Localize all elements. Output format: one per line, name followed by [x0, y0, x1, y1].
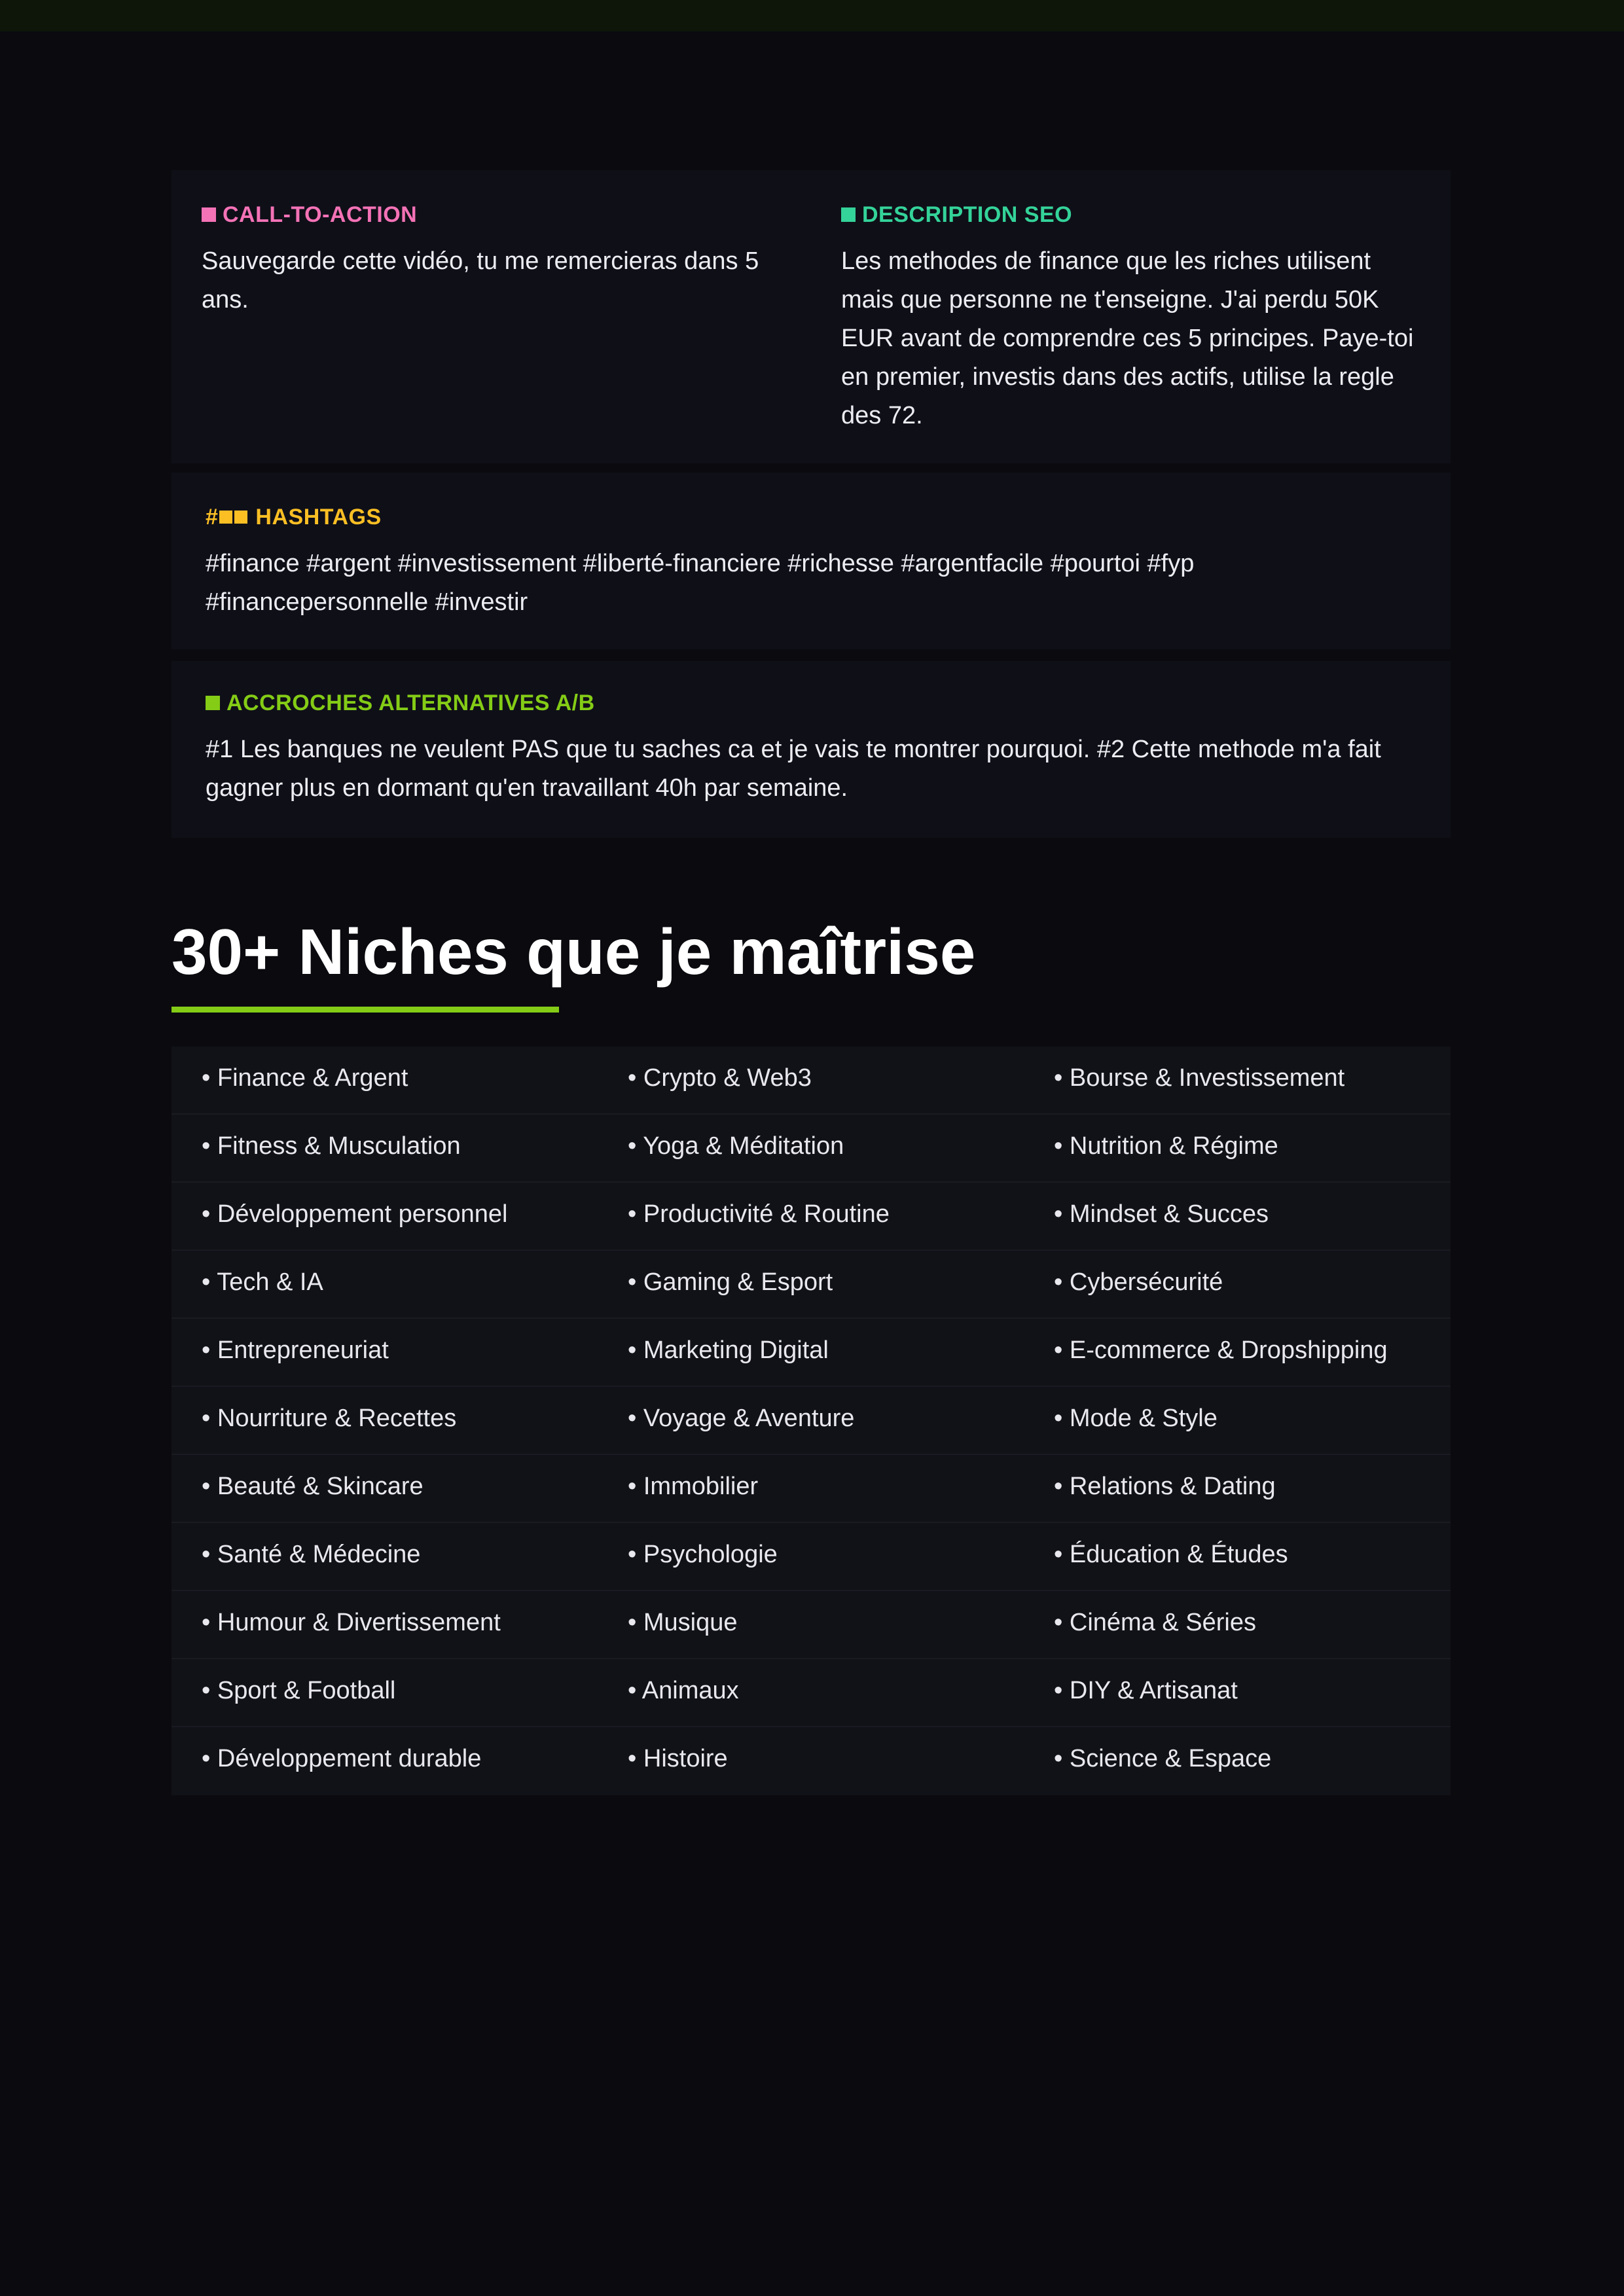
- cta-text: Sauvegarde cette vidéo, tu me remercieras dans 5 ans.: [202, 247, 759, 314]
- niche-item: • Beauté & Skincare: [171, 1455, 598, 1522]
- niche-item: • Humour & Divertissement: [171, 1591, 598, 1658]
- niche-item: • Développement durable: [171, 1727, 598, 1795]
- top-bar: [0, 0, 1624, 31]
- niche-item: • Productivité & Routine: [598, 1183, 1024, 1249]
- niche-item: • Science & Espace: [1024, 1727, 1450, 1795]
- niche-item: • Mode & Style: [1024, 1387, 1450, 1454]
- niche-item: • Marketing Digital: [598, 1319, 1024, 1386]
- alt-hooks-text: #1 Les banques ne veulent PAS que tu saches ca et je vais te montrer pourquoi. #2 Cette methode m'a fait gagner plus en dormant qu'en travaillant 40h par semaine.: [206, 736, 1381, 802]
- square-icon: [841, 207, 856, 222]
- niche-item: • DIY & Artisanat: [1024, 1659, 1450, 1726]
- alt-hooks-label: [206, 689, 1416, 717]
- square-icon: [206, 696, 220, 710]
- seo-text: Les methodes de finance que les riches utilisent mais que personne ne t'enseigne. J'ai perdu 50K EUR avant de comprendre ces 5 principes. Paye-toi en premier, investis dans des actifs, utilise la regle des 72.: [841, 247, 1414, 429]
- niche-item: • Animaux: [598, 1659, 1024, 1726]
- niche-item: • Santé & Médecine: [171, 1523, 598, 1590]
- alt-hooks-card: [171, 661, 1451, 838]
- niche-item: • Bourse & Investissement: [1024, 1047, 1450, 1113]
- niche-item: • Musique: [598, 1591, 1024, 1658]
- niche-row: [171, 1047, 1451, 1115]
- niche-item: • Voyage & Aventure: [598, 1387, 1024, 1454]
- niche-item: • Développement personnel: [171, 1183, 598, 1249]
- niche-row: [171, 1115, 1451, 1183]
- niches-grid: [171, 1047, 1451, 1795]
- niche-item: • Cinéma & Séries: [1024, 1591, 1450, 1658]
- niche-item: • Nutrition & Régime: [1024, 1115, 1450, 1181]
- square-icon: [219, 511, 232, 524]
- hashtags-label-text: HASHTAGS: [255, 505, 382, 529]
- title-underline: [171, 1007, 559, 1013]
- hash-symbol: #: [206, 505, 219, 529]
- content: [171, 170, 1451, 1795]
- niche-item: • E-commerce & Dropshipping: [1024, 1319, 1450, 1386]
- niche-item: • Fitness & Musculation: [171, 1115, 598, 1181]
- niche-row: [171, 1523, 1451, 1591]
- niche-item: • Nourriture & Recettes: [171, 1387, 598, 1454]
- niche-item: • Finance & Argent: [171, 1047, 598, 1113]
- niche-item: • Cybersécurité: [1024, 1251, 1450, 1318]
- niche-item: • Entrepreneuriat: [171, 1319, 598, 1386]
- niche-item: • Tech & IA: [171, 1251, 598, 1318]
- hashtags-text: #finance #argent #investissement #liberté-financiere #richesse #argentfacile #pourtoi #fyp #financepersonnelle #investir: [206, 550, 1195, 616]
- cta-section: [171, 170, 811, 463]
- cta-seo-card: [171, 170, 1451, 463]
- niches-title: 30+ Niches que je maîtrise: [171, 916, 976, 988]
- niche-row: [171, 1455, 1451, 1523]
- square-icon: [202, 207, 216, 222]
- seo-label-text: DESCRIPTION SEO: [862, 202, 1073, 227]
- alt-hooks-label-text: ACCROCHES ALTERNATIVES A/B: [226, 691, 595, 715]
- niche-row: [171, 1727, 1451, 1795]
- niche-row: [171, 1183, 1451, 1251]
- hashtags-label: [206, 503, 1416, 531]
- niche-row: [171, 1251, 1451, 1319]
- square-icon: [234, 511, 247, 524]
- seo-section: [811, 170, 1451, 463]
- niche-item: • Immobilier: [598, 1455, 1024, 1522]
- niche-item: • Mindset & Succes: [1024, 1183, 1450, 1249]
- cta-label: [202, 200, 781, 229]
- niche-item: • Crypto & Web3: [598, 1047, 1024, 1113]
- niche-item: • Gaming & Esport: [598, 1251, 1024, 1318]
- niche-item: • Yoga & Méditation: [598, 1115, 1024, 1181]
- hashtags-card: [171, 473, 1451, 649]
- niche-item: • Éducation & Études: [1024, 1523, 1450, 1590]
- seo-label: [841, 200, 1420, 229]
- niche-item: • Histoire: [598, 1727, 1024, 1795]
- niche-item: • Sport & Football: [171, 1659, 598, 1726]
- niche-row: [171, 1387, 1451, 1455]
- niche-item: • Relations & Dating: [1024, 1455, 1450, 1522]
- niche-row: [171, 1659, 1451, 1727]
- cta-label-text: CALL-TO-ACTION: [223, 202, 418, 227]
- niche-item: • Psychologie: [598, 1523, 1024, 1590]
- niche-row: [171, 1591, 1451, 1659]
- niche-row: [171, 1319, 1451, 1387]
